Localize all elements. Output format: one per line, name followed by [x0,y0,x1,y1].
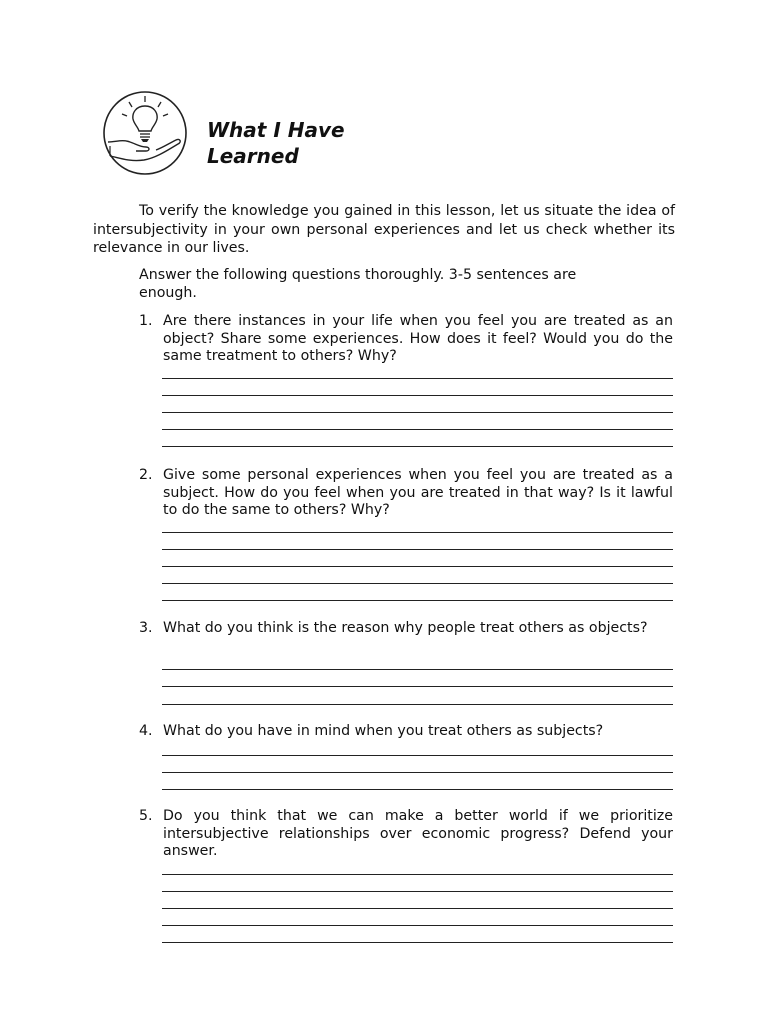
answer-line[interactable] [162,669,673,670]
lightbulb-hand-icon [100,90,190,176]
answer-line[interactable] [162,583,673,584]
question-number: 3. [139,620,153,636]
answer-line[interactable] [162,532,673,533]
answer-line[interactable] [162,942,673,943]
title-line-2: Learned [207,144,299,168]
answer-line[interactable] [162,874,673,875]
question-number: 5. [139,808,153,824]
answer-line[interactable] [162,566,673,567]
intro-paragraph: To verify the knowledge you gained in this lesson, let us situate the idea of intersubjectivity in your own personal experiences and let us check whether its relevance in our lives. [93,203,675,256]
answer-line[interactable] [162,772,673,773]
answer-line[interactable] [162,412,673,413]
page-title [207,117,345,169]
question-text: Do you think that we can make a better world if we prioritize intersubjective relationships over economic progress? Defend your answer. [163,808,673,859]
answer-line[interactable] [162,789,673,790]
answer-line[interactable] [162,600,673,601]
title-line-1: What I Have [207,118,345,142]
question-text: What do you have in mind when you treat others as subjects? [163,723,604,739]
answer-line[interactable] [162,925,673,926]
question-text: Give some personal experiences when you feel you are treated as a subject. How do you feel when you are treated in that way? Is it lawful to do the same to others? Why? [163,467,673,518]
answer-line[interactable] [162,446,673,447]
question-text: What do you think is the reason why people treat others as objects? [163,620,648,636]
answer-line[interactable] [162,429,673,430]
answer-line[interactable] [162,891,673,892]
answer-line[interactable] [162,704,673,705]
answer-line[interactable] [162,378,673,379]
answer-line[interactable] [162,686,673,687]
answer-line[interactable] [162,755,673,756]
question-number: 1. [139,313,153,329]
question-text: Are there instances in your life when you feel you are treated as an object? Share some experiences. How does it feel? Would you do the same treatment to others? Why? [163,313,673,364]
answer-line[interactable] [162,549,673,550]
answer-line[interactable] [162,908,673,909]
question-number: 2. [139,467,153,483]
question-number: 4. [139,723,153,739]
answer-line[interactable] [162,395,673,396]
instructions-text: Answer the following questions thoroughly. 3-5 sentences are enough. [139,267,577,301]
